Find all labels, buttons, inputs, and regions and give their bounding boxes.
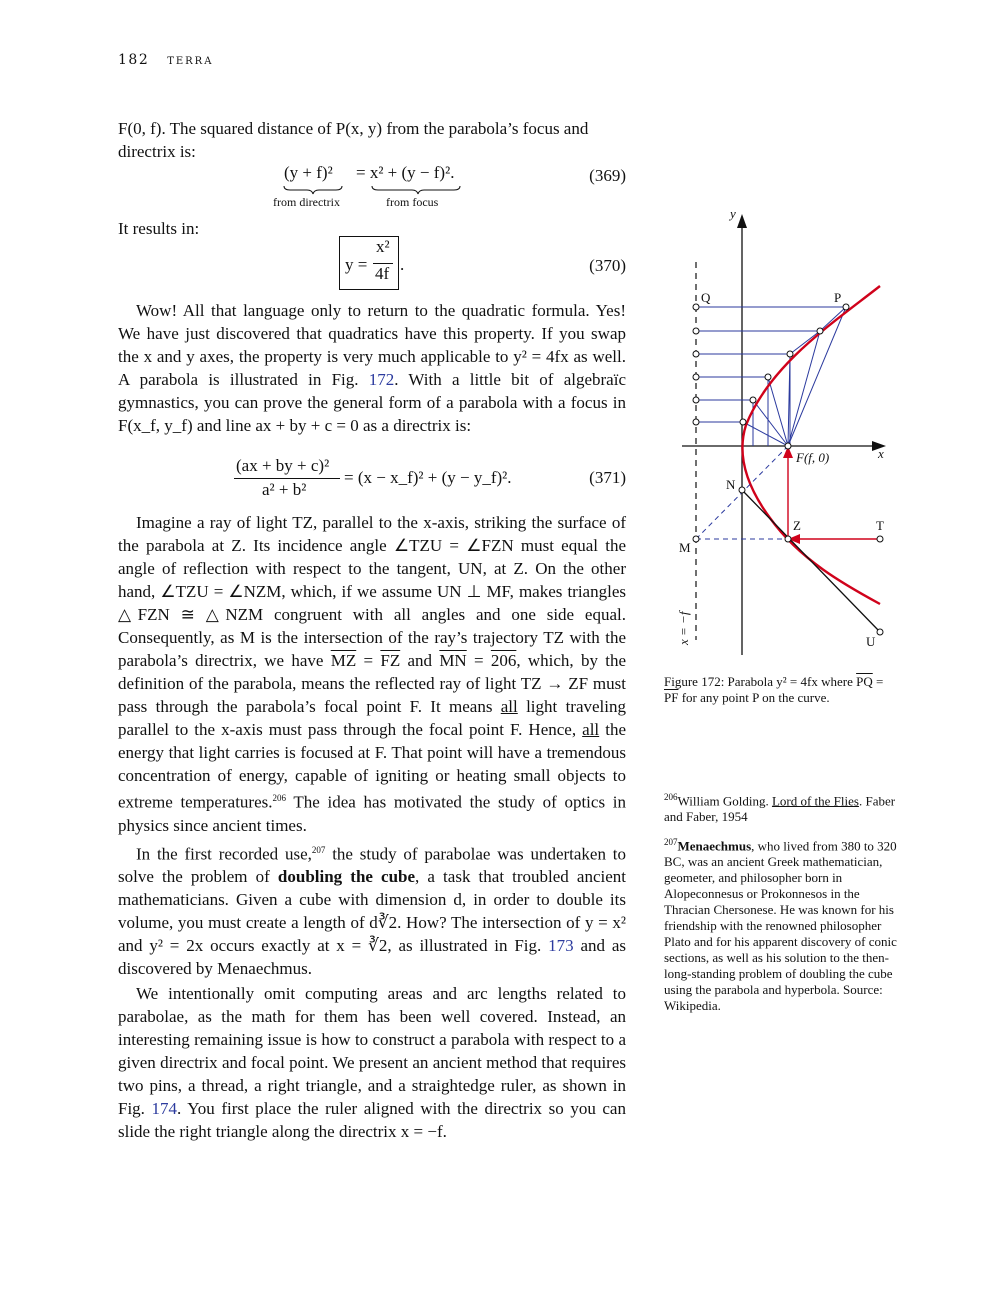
equation-370-period: . <box>400 255 405 274</box>
footnote-207 <box>664 834 900 1014</box>
para2-a: Imagine a ray of light TZ, parallel to the x-axis, striking the surface of the parabola at Z. Its incidence angle ∠TZU = ∠FZN must equal the angle of reflection with respect to the tangent, UN, at Z. On the other hand, ∠TZU = ∠NZM, which, if we assume UN ⊥ MF, makes triangles △FZN ≅ △NZM congruent with all angles and one side equal. Consequently, as M is the intersection of the ray’s trajectory TZ with the parabola’s directrix, we have <box>118 513 626 670</box>
para3-b: the study of parabolae was undertaken to solve the problem of <box>118 844 626 887</box>
intro-line-1: F(0, f). The squared distance of P(x, y) from the parabola’s focus and <box>118 119 589 138</box>
equation-number-370: (370) <box>589 256 626 275</box>
equation-371-bar <box>234 478 340 479</box>
para2-e: The idea has motivated the study of optics in physics since ancient times. <box>118 792 626 835</box>
para2-d: the energy that light carries is focused at F. That point will have a tremendous concentration of energy, capable of igniting or heating small objects to extreme temperatures. <box>118 720 626 812</box>
equation-369-lhs: (y + f)² <box>284 163 333 182</box>
intro-line-2: directrix is: <box>118 142 196 161</box>
results-text: It results in: <box>118 219 200 238</box>
segment-fz: $\overline{FZ}$ <box>380 651 401 670</box>
footnote-206-title: Lord of the Flies <box>771 793 859 809</box>
para4-a: We intentionally omit computing areas and arc lengths related to parabolae, as the math for them has been well covered. Instead, an interesting remaining issue is how to construct a parabola with respect to a given directrix and focal point. We present an ancient method that requires two pins, a thread, a right triangle, and a straightedge ruler, as shown in Fig. <box>118 984 626 1119</box>
para3-d: and as discovered by Menaechmus. <box>118 936 626 979</box>
equation-370-den: 4f <box>375 264 390 283</box>
equation-number-371: (371) <box>589 468 626 487</box>
footnote-206-publisher: . Faber and Faber, 1954 <box>664 793 896 825</box>
brace-label-directrix: from directrix <box>273 195 340 209</box>
label-u: U <box>866 634 876 649</box>
para3-c: , a task that troubled ancient mathematicians. Given a cube with dimension d, in order to double its volume, you must create a length of d∛2. How? The intersection of y = x² and y² = 2x occurs exactly at x = ∛2, as illustrated in Fig. <box>118 867 626 956</box>
doubling-the-cube: doubling the cube <box>277 867 416 887</box>
equation-371-rhs: = (x − x_f)² + (y − y_f)². <box>344 468 512 487</box>
equation-369-rhs: = x² + (y − f)². <box>356 163 455 182</box>
caption-pf: $\overline{PF}$ <box>664 690 679 705</box>
para2-b: , which, by the definition of the parabola, means the reflected ray of light TZ → ZF must pass through the parabola’s focal point F. It means <box>118 651 626 716</box>
footnote-ref-207[interactable]: 207 <box>311 844 326 855</box>
para3-a: In the first recorded use, <box>136 844 312 864</box>
segment-fn: 206 <box>490 651 517 670</box>
footnote-ref-206[interactable]: 206 <box>272 793 286 803</box>
label-focus: F(f, 0) <box>796 450 830 465</box>
running-head <box>118 52 213 68</box>
equation-370-lhs: y = <box>345 255 368 274</box>
paragraph-1 <box>118 299 626 437</box>
label-z: Z <box>793 518 801 533</box>
figure-caption <box>664 674 900 706</box>
equation-number-369: (369) <box>589 166 626 185</box>
parabola-curve <box>742 286 880 604</box>
label-x: x <box>878 446 884 461</box>
equation-371-den: a² + b² <box>262 480 307 499</box>
footnote-207-mark: 207 <box>664 837 678 847</box>
para2-eq1: = <box>356 651 381 670</box>
segment-mz: $\overline{MZ}$ <box>330 651 357 670</box>
label-p: P <box>834 290 842 305</box>
fig-ref-173[interactable]: 173 <box>548 936 574 956</box>
caption-eq: = <box>872 674 884 689</box>
footnote-206 <box>664 789 900 825</box>
y-axis-arrow <box>737 214 747 228</box>
para2-all-1: all <box>500 697 518 716</box>
equation-370-num: x² <box>376 237 390 256</box>
caption-text-a: Figure 172: Parabola y² = 4fx where <box>664 674 853 689</box>
footnote-207-text: , who lived from 380 to 320 BC, was an ancient Greek mathematician, geometer, and philosopher born in Alopeconnesus or Prokonnesos in the Thracian Chersonese. He was known for his friendship with the renowned philosopher Plato and for his apparent discovery of conic sections, as well as his solution to the then-long-standing problem of doubling the cube using the parabola and hyperbola. Source: Wikipedia. <box>664 838 897 1014</box>
para2-all-2: all <box>582 720 600 739</box>
page-number: 182 <box>118 52 150 68</box>
brace-label-focus: from focus <box>386 195 439 209</box>
footnote-206-mark: 206 <box>664 792 678 802</box>
label-n: N <box>726 477 736 492</box>
horizontal-rays <box>696 307 846 422</box>
intro-text <box>118 117 626 163</box>
label-directrix: x = −f <box>676 611 691 645</box>
para2-and: and <box>400 651 440 670</box>
footnote-206-author: William Golding. <box>677 793 772 809</box>
paragraph-2 <box>118 511 626 1143</box>
para1-text2: . With a little bit of algebraïc gymnastics, you can prove the general form of a parabola with a focus in F(x_f, y_f) and line ax + by + c = 0 as a directrix is: <box>118 370 626 435</box>
brace-right <box>372 186 460 194</box>
tangent-un <box>742 490 880 632</box>
brace-left <box>284 186 342 194</box>
para2-c: light traveling parallel to the x-axis must pass through the focal point F. Hence, <box>118 697 626 739</box>
label-m: M <box>679 540 691 555</box>
fig-ref-174[interactable]: 174 <box>151 1099 177 1119</box>
para1-text: Wow! All that language only to return to the quadratic formula. Yes! We have just discovered that quadratics have this property. If you swap the x and y axes, the property is very much applicable to y² = 4fx as well. A parabola is illustrated in Fig. <box>118 301 626 389</box>
figure-172 <box>660 200 900 670</box>
caption-pq: $\overline{PQ}$ <box>856 674 873 689</box>
label-t: T <box>876 518 884 533</box>
figure-labels <box>676 206 884 649</box>
label-q: Q <box>701 290 711 305</box>
book-title: terra <box>167 52 214 68</box>
equation-371-num: (ax + by + c)² <box>236 456 330 475</box>
equation-370-box <box>339 236 399 290</box>
caption-text-b: for any point P on the curve. <box>678 690 830 705</box>
segment-mn: $\overline{MN}$ <box>439 651 467 670</box>
fig-ref-172[interactable]: 172 <box>368 370 395 389</box>
label-y: y <box>730 206 736 221</box>
footnote-207-name: Menaechmus <box>677 838 752 854</box>
para4-b: . You first place the ruler aligned with the directrix so you can slide the right triangle along the directrix x = −f. <box>118 1099 626 1142</box>
para2-eq2: = <box>466 651 491 670</box>
